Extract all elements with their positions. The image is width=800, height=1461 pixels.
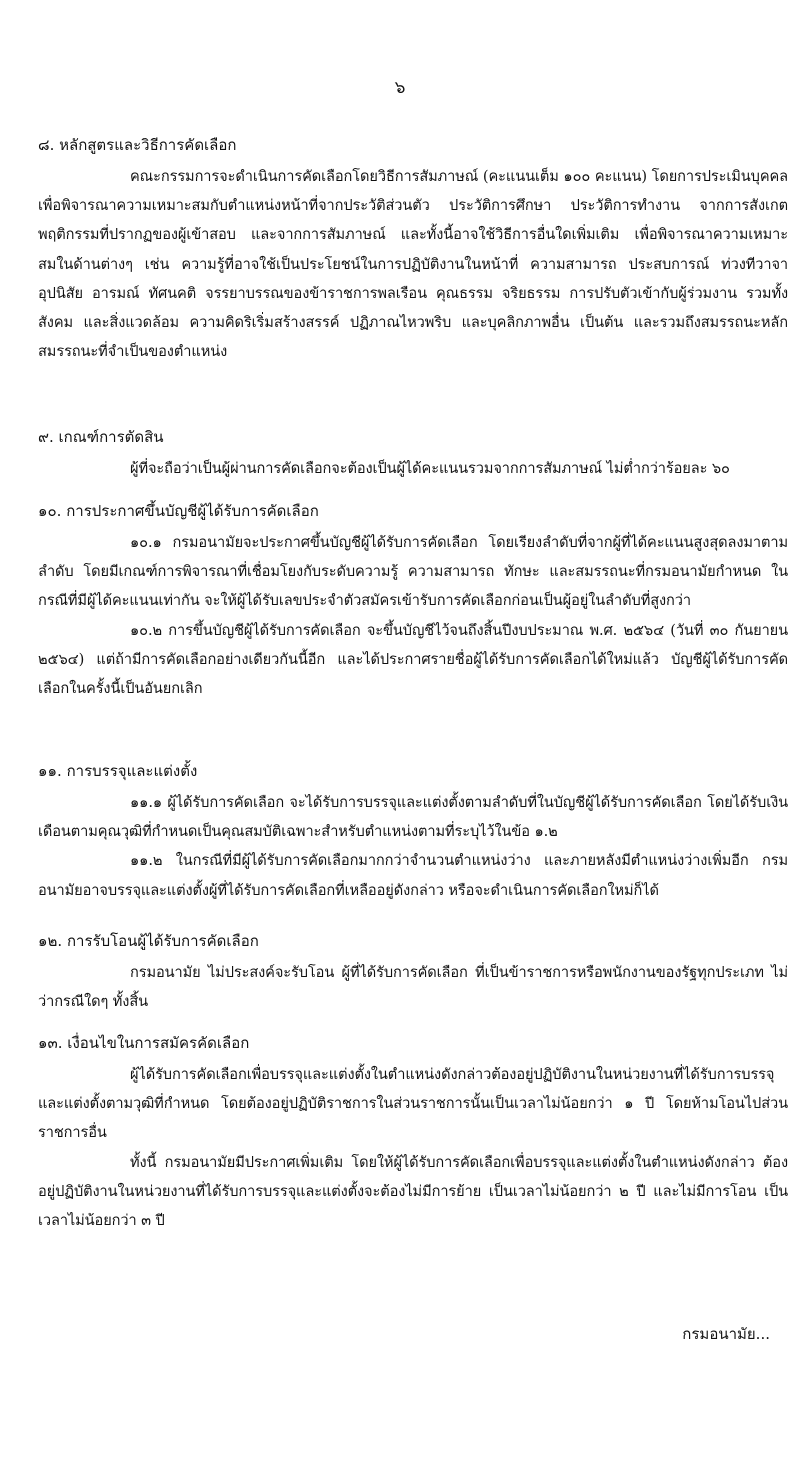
section-11 [38,758,788,905]
section-paragraph: ทั้งนี้ กรมอนามัยมีประกาศเพิ่มเติม โดยให้ผู้ได้รับการคัดเลือกเพื่อบรรจุและแต่งตั้งในตำแหน่งดังกล่าว ต้องอยู่ปฏิบัติงานในหน่วยงานที่ได้รับการบรรจุและแต่งตั้งจะต้องไม่มีการย้าย เป็นเวลาไม่น้อยกว่า ๒ ปี และไม่มีการโอน เป็นเวลาไม่น้อยกว่า ๓ ปี [38,1153,788,1230]
section-paragraph: ๑๑.๒ ในกรณีที่มีผู้ได้รับการคัดเลือกมากกว่าจำนวนตำแหน่งว่าง และภายหลังมีตำแหน่งว่างเพิ่มอีก กรมอนามัยอาจบรรจุและแต่งตั้งผู้ที่ได้รับการคัดเลือกที่เหลืออยู่ดังกล่าว หรือจะดำเนินการคัดเลือกใหม่ก็ได้ [38,852,788,899]
section-heading: ๑๓. เงื่อนไขในการสมัครคัดเลือก [38,1034,250,1052]
section-13 [38,1030,788,1235]
section-heading: ๘. หลักสูตรและวิธีการคัดเลือก [38,136,237,154]
section-12 [38,928,788,1016]
page-number: ๖ [394,78,406,98]
closing-continuation: กรมอนามัย... [682,1325,770,1343]
section-paragraph: ผู้ได้รับการคัดเลือกเพื่อบรรจุและแต่งตั้งในตำแหน่งดังกล่าวต้องอยู่ปฏิบัติงานในหน่วยงานที่ได้รับการบรรจุและแต่งตั้งตามวุฒิที่กำหนด โดยต้องอยู่ปฏิบัติราชการในส่วนราชการนั้นเป็นเวลาไม่น้อยกว่า ๑ ปี โดยห้ามโอนไปส่วนราชการอื่น [38,1066,788,1142]
section-paragraph: กรมอนามัย ไม่ประสงค์จะรับโอน ผู้ที่ได้รับการคัดเลือก ที่เป็นข้าราชการหรือพนักงานของรัฐทุกประเภท ไม่ว่ากรณีใดๆ ทั้งสิ้น [38,964,788,1011]
section-paragraph: คณะกรรมการจะดำเนินการคัดเลือกโดยวิธีการสัมภาษณ์ (คะแนนเต็ม ๑๐๐ คะแนน) โดยการประเมินบุคคลเพื่อพิจารณาความเหมาะสมกับตำแหน่งหน้าที่จากประวัติส่วนตัว ประวัติการศึกษา ประวัติการทำงาน จากการสังเกตพฤติกรรมที่ปรากฏของผู้เข้าสอบ และจากการสัมภาษณ์ และทั้งนี้อาจใช้วิธีการอื่นใดเพิ่มเติม เพื่อพิจารณาความเหมาะสมในด้านต่างๆ เช่น ความรู้ที่อาจใช้เป็นประโยชน์ในการปฏิบัติงานในหน้าที่ ความสามารถ ประสบการณ์ ท่วงทีวาจา อุปนิสัย อารมณ์ ทัศนคติ จรรยาบรรณของข้าราชการพลเรือน คุณธรรม จริยธรรม การปรับตัวเข้ากับผู้ร่วมงาน รวมทั้งสังคม และสิ่งแวดล้อม ความคิดริเริ่มสร้างสรรค์ ปฏิภาณไหวพริบ และบุคลิกภาพอื่น เป็นต้น และรวมถึงสมรรถนะหลัก สมรรถนะที่จำเป็นของตำแหน่ง [38,168,788,361]
section-paragraph: ๑๑.๑ ผู้ได้รับการคัดเลือก จะได้รับการบรรจุและแต่งตั้งตามลำดับที่ในบัญชีผู้ได้รับการคัดเลือก โดยได้รับเงินเดือนตามคุณวุฒิที่กำหนดเป็นคุณสมบัติเฉพาะสำหรับตำแหน่งตามที่ระบุไว้ในข้อ ๑.๒ [38,794,788,841]
section-heading: ๑๑. การบรรจุและแต่งตั้ง [38,762,198,780]
section-9 [38,424,788,483]
section-10 [38,498,788,703]
section-8 [38,132,788,366]
section-heading: ๙. เกณฑ์การตัดสิน [38,428,164,446]
section-heading: ๑๒. การรับโอนผู้ได้รับการคัดเลือก [38,932,259,950]
section-paragraph: ๑๐.๒ การขึ้นบัญชีผู้ได้รับการคัดเลือก จะขึ้นบัญชีไว้จนถึงสิ้นปีงบประมาณ พ.ศ. ๒๕๖๔ (วันที่ ๓๐ กันยายน ๒๕๖๔) แต่ถ้ามีการคัดเลือกอย่างเดียวกันนี้อีก และได้ประกาศรายชื่อผู้ได้รับการคัดเลือกได้ใหม่แล้ว บัญชีผู้ได้รับการคัดเลือกในครั้งนี้เป็นอันยกเลิก [38,621,788,698]
section-paragraph: ผู้ที่จะถือว่าเป็นผู้ผ่านการคัดเลือกจะต้องเป็นผู้ได้คะแนนรวมจากการสัมภาษณ์ ไม่ต่ำกว่าร้อยละ ๖๐ [130,460,730,477]
section-paragraph: ๑๐.๑ กรมอนามัยจะประกาศขึ้นบัญชีผู้ได้รับการคัดเลือก โดยเรียงลำดับที่จากผู้ที่ได้คะแนนสูงสุดลงมาตามลำดับ โดยมีเกณฑ์การพิจารณาที่เชื่อมโยงกับระดับความรู้ ความสามารถ ทักษะ และสมรรถนะที่กรมอนามัยกำหนด ในกรณีที่มีผู้ได้คะแนนเท่ากัน จะให้ผู้ได้รับเลขประจำตัวสมัครเข้ารับการคัดเลือกก่อนเป็นผู้อยู่ในลำดับที่สูงกว่า [38,534,788,610]
section-heading: ๑๐. การประกาศขึ้นบัญชีผู้ได้รับการคัดเลือก [38,502,319,520]
